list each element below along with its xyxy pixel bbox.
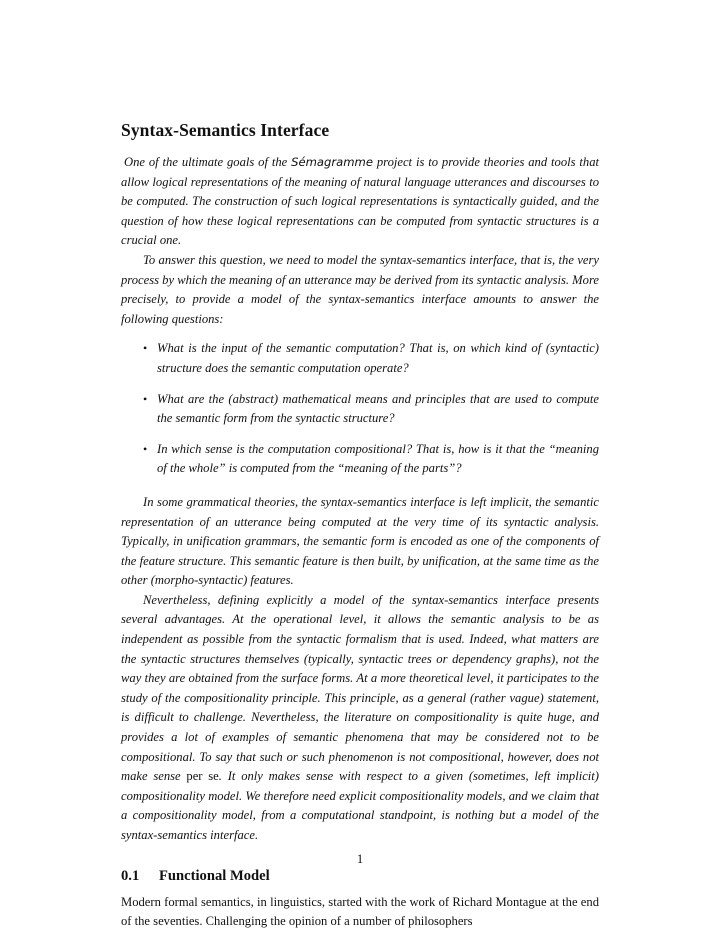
bullet-icon: • — [143, 441, 148, 456]
page-number: 1 — [356, 852, 364, 866]
section-title: Functional Model — [159, 867, 270, 884]
bullet-icon: • — [143, 391, 148, 406]
page-title: Syntax-Semantics Interface — [121, 120, 330, 140]
section-heading — [121, 868, 599, 885]
per-se: per se — [186, 769, 219, 784]
list-item — [143, 339, 599, 378]
question-text: What are the (abstract) mathematical means and principles that are used to compute the semantic form from the syntactic structure? — [157, 391, 599, 426]
list-item — [143, 390, 599, 429]
intro-paragraph-2: To answer this question, we need to model the syntax-semantics interface, that is, the very process by which the meaning of an utterance may be derived from its syntactic analysis. More precisely, to provide a model of the syntax-semantics interface amounts to answer the following questions: — [121, 252, 599, 326]
paragraph-4 — [121, 591, 599, 846]
paragraph-3: In some grammatical theories, the syntax-semantics interface is left implicit, the semantic representation of an utterance being computed at the very time of its syntactic analysis. Typically, in unification grammars, the semantic form is encoded as one of the components of the feature structure. This semantic feature is then built, by unification, at the same time as the other (morpho-syntactic) features. — [121, 494, 599, 588]
p4-before: Nevertheless, defining explicitly a model of the syntax-semantics interface presents several advantages. At the operational level, it allows the semantic analysis to be as independent as possible from the syntactic formalism that is used. Indeed, what matters are the syntactic structures themselves (typically, syntactic trees or dependency graphs), not the way they are obtained from the surface forms. At a more theoretical level, it participates to the study of the compositionality principle. This principle, as a general (rather vague) statement, is difficult to challenge. Nevertheless, the literature on compositionality is quite huge, and provides a lot of examples of semantic phenomena that may be considered not to be compositional. To say that such or such phenomenon is not compositional, however, does not make sense — [121, 592, 599, 784]
project-name: Sémagramme — [291, 155, 373, 169]
intro-paragraph-1 — [121, 153, 599, 251]
bullet-icon: • — [143, 341, 148, 356]
content — [121, 120, 599, 932]
intro-p1-after: project is to provide theories and tools that allow logical representations of the meaning of natural language utterances and discourses to be computed. The construction of such logical representations is syntactically guided, and the question of how these logical representations can be computed from syntactic structures is a crucial one. — [121, 155, 600, 248]
question-text: What is the input of the semantic computation? That is, on which kind of (syntactic) structure does the semantic computation operate? — [157, 341, 599, 375]
list-item — [143, 440, 599, 479]
section-number: 0.1 — [121, 867, 140, 884]
p4-after: . It only makes sense with respect to a given (sometimes, left implicit) compositionality model. We therefore need explicit compositionality models, and we claim that a compositionality model, from a computational standpoint, is nothing but a model of the syntax-semantics interface. — [121, 769, 599, 842]
section-paragraph: Modern formal semantics, in linguistics, started with the work of Richard Montague at the end of the seventies. Challenging the opinion of a number of philosophers — [121, 894, 599, 929]
question-list — [121, 339, 599, 479]
question-text: In which sense is the computation compositional? That is, how is it that the “meaning of the whole” is computed from the “meaning of the parts”? — [157, 441, 599, 476]
intro-p1-before: One of the ultimate goals of the — [124, 155, 292, 169]
